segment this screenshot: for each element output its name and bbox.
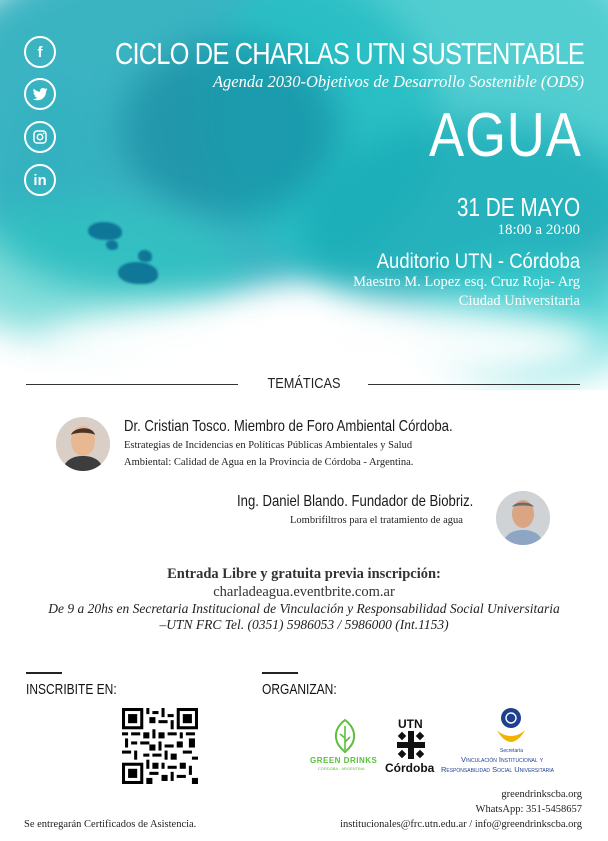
email-contacts[interactable]: institucionales@frc.utn.edu.ar / info@greendrinkscba.org [340, 819, 582, 830]
utn-cordoba-text: Córdoba [385, 761, 435, 775]
event-venue: Auditorio UTN - Córdoba [376, 250, 580, 273]
secretaria-line1: Vinculación Institucional y [461, 755, 544, 764]
speaker-topic-tosco: Estrategias de Incidencias en Políticas Públicas Ambientales y Salud [124, 440, 413, 451]
venue-address: Maestro M. Lopez esq. Cruz Roja- Arg [353, 274, 580, 290]
entrada-libre-text: Entrada Libre y gratuita previa inscripción: [167, 566, 441, 582]
speaker-topic-blando: Lombrifiltros para el tratamiento de agua [290, 515, 463, 526]
green-drinks-leaf-icon [330, 718, 360, 754]
instagram-glyph-icon [31, 128, 49, 146]
secretaria-small-label: Secretaría [500, 748, 524, 754]
organizan-label: ORGANIZAN: [262, 681, 337, 698]
event-subtitle: Agenda 2030-Objetivos de Desarrollo Sostenible (ODS) [212, 72, 584, 91]
organizan-rule [262, 672, 298, 674]
speaker-photo-blando [496, 491, 550, 545]
twitter-bird-icon [31, 85, 49, 103]
instagram-icon[interactable] [24, 121, 56, 153]
secretaria-emblem-icon [494, 706, 528, 746]
phone-info: –UTN FRC Tel. (0351) 5986053 / 5986000 (Int.1153) [159, 617, 449, 632]
green-drinks-sub: CÓRDOBA · ARGENTINA [318, 766, 365, 771]
speaker-name-blando: Ing. Daniel Blando. Fundador de Biobriz. [237, 493, 474, 510]
inscribite-label: INSCRIBITE EN: [26, 681, 117, 698]
event-title: CICLO DE CHARLAS UTN SUSTENTABLE [114, 36, 584, 71]
qr-code-icon[interactable] [122, 708, 198, 784]
event-date: 31 DE MAYO [456, 192, 580, 222]
venue-address-2: Ciudad Universitaria [458, 293, 580, 309]
speaker-photo-tosco [56, 417, 110, 471]
hours-info: De 9 a 20hs en Secretaria Institucional de Vinculación y Responsabilidad Social Universitaria [48, 601, 560, 616]
utn-logo-text: UTN [398, 717, 423, 731]
speaker-topic-tosco-2: Ambiental: Calidad de Agua en la Provincia de Córdoba - Argentina. [124, 457, 414, 468]
facebook-icon[interactable]: f [24, 36, 56, 68]
section-heading-tematicas: TEMÁTICAS [267, 375, 341, 392]
linkedin-icon[interactable]: in [24, 164, 56, 196]
whatsapp-contact[interactable]: WhatsApp: 351-5458657 [475, 804, 582, 815]
secretaria-line2: Responsabilidad Social Universitaria [441, 765, 554, 774]
website-link[interactable]: greendrinkscba.org [501, 789, 582, 800]
green-drinks-name: GREEN DRINKS [310, 756, 378, 765]
utn-emblem-icon [397, 731, 425, 759]
certificados-note: Se entregarán Certificados de Asistencia. [24, 819, 197, 830]
registration-link[interactable]: charladeagua.eventbrite.com.ar [213, 584, 395, 600]
event-time: 18:00 a 20:00 [497, 222, 580, 238]
inscribite-rule [26, 672, 62, 674]
event-topic: AGUA [429, 101, 582, 170]
twitter-icon[interactable] [24, 78, 56, 110]
speaker-name-tosco: Dr. Cristian Tosco. Miembro de Foro Ambiental Córdoba. [124, 418, 453, 435]
